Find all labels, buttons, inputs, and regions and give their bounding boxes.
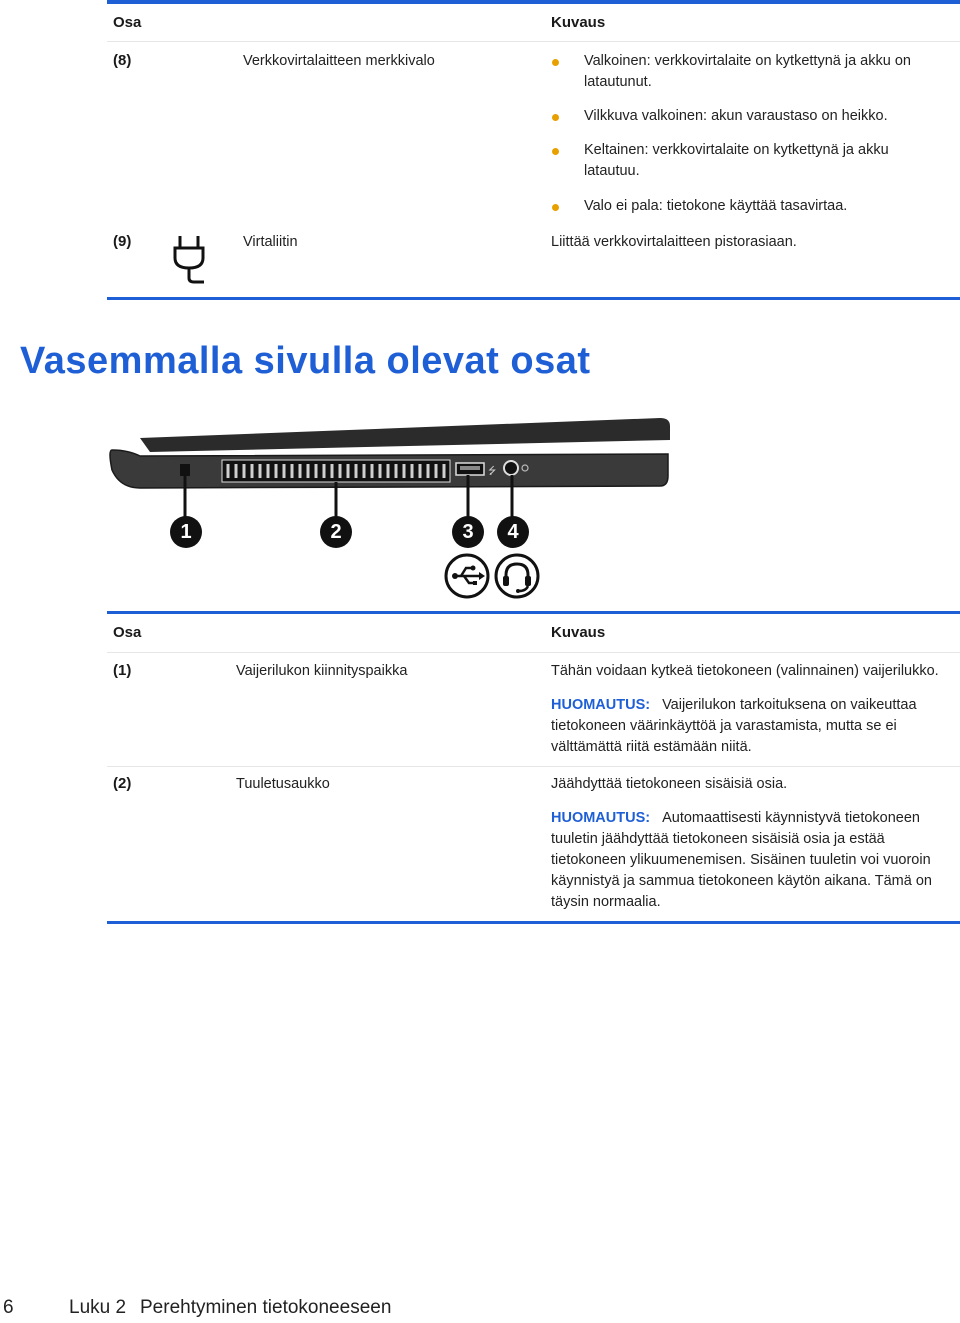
header-divider (107, 652, 960, 653)
table-top-rule (107, 611, 960, 614)
laptop-illustration (100, 410, 690, 610)
part-name-1: Vaijerilukon kiinnityspaikka (236, 663, 408, 679)
bullet-text: latautuu. (584, 163, 640, 179)
col-header-kuvaus: Kuvaus (551, 624, 606, 641)
part-number-9: (9) (113, 233, 132, 250)
row-divider (107, 766, 960, 767)
part-number-1: (1) (113, 662, 132, 679)
callout-4: 4 (497, 516, 529, 548)
part-number-8: (8) (113, 52, 132, 69)
bullet-text: Vilkkuva valkoinen: akun varaustaso on heikko. (584, 108, 888, 124)
bullet-text: Valkoinen: verkkovirtalaite on kytkettynä ja akku on (584, 53, 911, 69)
note-text: Vaijerilukon tarkoituksena on vaikeuttaa (662, 697, 917, 713)
part-desc-1: Tähän voidaan kytkeä tietokoneen (valinnainen) vaijerilukko. (551, 663, 939, 679)
header-divider (107, 41, 960, 42)
bullet-icon (552, 114, 559, 121)
col-header-kuvaus: Kuvaus (551, 14, 606, 31)
table-top-rule (107, 0, 960, 4)
part-desc-2: Jäähdyttää tietokoneen sisäisiä osia. (551, 776, 788, 792)
note-text: tietokoneen ylikuumenemisen. Sisäinen tuuletin voi vuoroin (551, 852, 931, 868)
usb-icon (443, 552, 491, 600)
note-text: tietokoneen väärinkäyttöä ja varastamista, mutta se ei (551, 718, 897, 734)
note-label: HUOMAUTUS: (551, 697, 651, 713)
callout-1: 1 (170, 516, 202, 548)
page-number: 6 (3, 1297, 14, 1318)
chapter-title: Perehtyminen tietokoneeseen (140, 1297, 392, 1318)
col-header-osa: Osa (113, 14, 142, 31)
callout-2: 2 (320, 516, 352, 548)
part-name-8: Verkkovirtalaitteen merkkivalo (243, 53, 435, 69)
bullet-text: Keltainen: verkkovirtalaite on kytkettynä ja akku (584, 142, 889, 158)
laptop-left-side-figure (100, 410, 690, 610)
part-desc-9: Liittää verkkovirtalaitteen pistorasiaan. (551, 234, 797, 250)
note-text: tuuletin jäähdyttää tietokoneen sisäisiä osia ja estää (551, 831, 885, 847)
col-header-osa: Osa (113, 624, 142, 641)
bullet-text: latautunut. (584, 74, 652, 90)
power-plug-icon (170, 234, 210, 286)
note-text: Automaattisesti käynnistyvä tietokoneen (662, 810, 920, 826)
note-line (551, 695, 917, 716)
note-label: HUOMAUTUS: (551, 810, 651, 826)
note-line (551, 808, 920, 829)
bullet-icon (552, 204, 559, 211)
note-text: välttämättä riitä estämään niitä. (551, 739, 752, 755)
part-number-2: (2) (113, 775, 132, 792)
section-title: Vasemmalla sivulla olevat osat (20, 340, 591, 382)
headset-icon (493, 552, 541, 600)
note-text: täysin normaalia. (551, 894, 661, 910)
bullet-icon (552, 59, 559, 66)
chapter-label: Luku 2 (69, 1297, 127, 1318)
bullet-icon (552, 148, 559, 155)
part-name-2: Tuuletusaukko (236, 776, 330, 792)
callout-3: 3 (452, 516, 484, 548)
table-bottom-rule (107, 921, 960, 924)
svg-text:⭍: ⭍ (488, 466, 497, 477)
table-bottom-rule (107, 297, 960, 300)
part-name-9: Virtaliitin (243, 234, 298, 250)
bullet-text: Valo ei pala: tietokone käyttää tasavirtaa. (584, 198, 848, 214)
note-text: käynnistyä ja sammua tietokoneen käytön aikana. Tämä on (551, 873, 932, 889)
